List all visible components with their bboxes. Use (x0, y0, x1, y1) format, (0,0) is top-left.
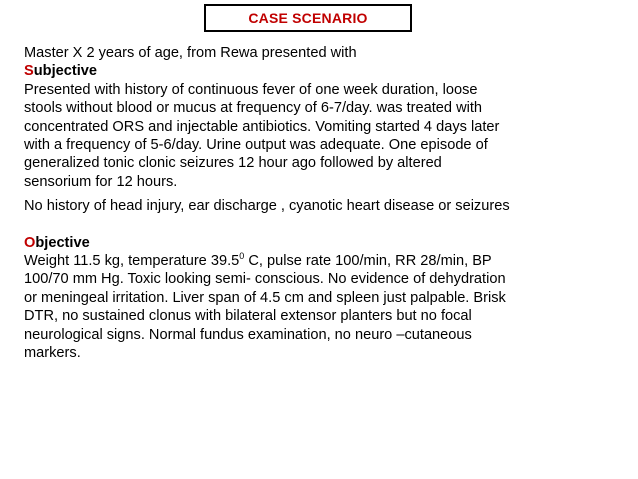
section-gap (24, 216, 630, 234)
subjective-line: with a frequency of 5-6/day. Urine output was adequate. One episode of (24, 137, 488, 154)
subjective-line: stools without blood or mucus at frequency of 6-7/day. was treated with (24, 100, 483, 117)
temperature-superscript: 0 (239, 251, 245, 262)
subjective-line: Presented with history of continuous fever of one week duration, loose (24, 81, 478, 98)
objective-heading (24, 234, 630, 252)
case-content (24, 44, 630, 363)
objective-vitals-before: Weight 11.5 kg, temperature 39.5 (24, 253, 240, 270)
objective-line: markers. (24, 345, 81, 362)
slide-title: CASE SCENARIO (248, 10, 368, 26)
objective-line: neurological signs. Normal fundus examination, no neuro –cutaneous (24, 326, 472, 343)
objective-line: 100/70 mm Hg. Toxic looking semi- conscious. No evidence of dehydration (24, 271, 506, 288)
subjective-heading (24, 62, 630, 80)
objective-vitals-line (24, 252, 630, 270)
title-box (204, 4, 412, 32)
subjective-initial: S (24, 63, 34, 80)
objective-heading-rest: bjective (35, 234, 90, 251)
objective-initial: O (24, 234, 36, 251)
subjective-line: concentrated ORS and injectable antibiotics. Vomiting started 4 days later (24, 118, 500, 135)
subjective-line: generalized tonic clonic seizures 12 hour ago followed by altered (24, 155, 442, 172)
subjective-negative-history: No history of head injury, ear discharge , cyanotic heart disease or seizures (24, 198, 510, 215)
subjective-heading-rest: ubjective (33, 63, 97, 80)
intro-line: Master X 2 years of age, from Rewa presented with (24, 45, 357, 61)
objective-line: DTR, no sustained clonus with bilateral extensor planters but no focal (24, 308, 472, 325)
subjective-line: sensorium for 12 hours. (24, 173, 178, 190)
objective-line: or meningeal irritation. Liver span of 4.5 cm and spleen just palpable. Brisk (24, 289, 506, 306)
objective-vitals-after: C, pulse rate 100/min, RR 28/min, BP (244, 253, 492, 270)
